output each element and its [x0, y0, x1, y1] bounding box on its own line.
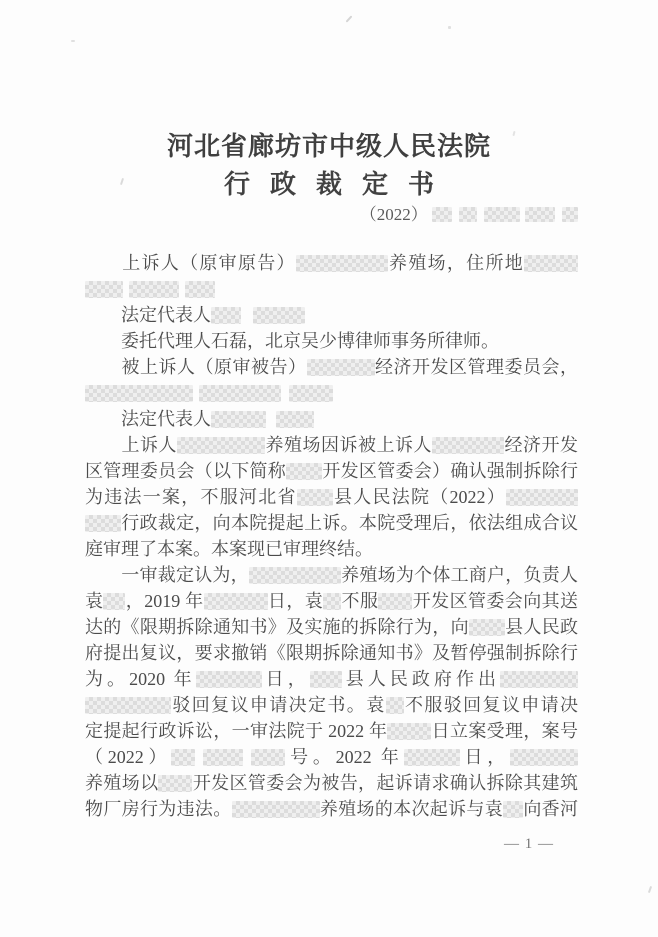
redaction-block: [249, 567, 341, 584]
text-fragment: 不服驳回复议申请决: [403, 695, 579, 715]
redaction-block: [503, 801, 523, 818]
scan-speck-artifact: [648, 886, 652, 893]
redaction-block: [484, 207, 520, 222]
redaction-block: [469, 619, 505, 636]
scan-speck-artifact: [448, 26, 451, 29]
redaction-block: [211, 307, 241, 324]
text-line: [85, 796, 578, 822]
text-fragment: 庭审理了本案。本案现已审理终结。: [85, 539, 373, 559]
gap-spacer: [281, 398, 289, 399]
redaction-block: [432, 437, 504, 454]
text-line: [85, 744, 578, 770]
text-fragment: 法定代表人: [121, 305, 211, 325]
text-line: [85, 406, 578, 432]
text-fragment: 养殖场的本次起诉与袁: [319, 799, 504, 819]
redaction-block: [129, 281, 179, 298]
redaction-block: [171, 749, 195, 766]
redaction-block: [196, 671, 262, 688]
text-line: [85, 302, 578, 328]
redaction-block: [177, 437, 265, 454]
text-fragment: 一审裁定认为，: [121, 565, 249, 585]
gap-spacer: [243, 762, 251, 763]
text-line: [85, 640, 578, 666]
text-fragment: 号。2022 年: [285, 747, 404, 767]
text-fragment: 经济开发区管理委员会，: [374, 357, 578, 377]
redaction-block: [158, 775, 192, 792]
text-fragment: 日，: [261, 669, 310, 689]
redaction-block: [232, 801, 320, 818]
gap-spacer: [452, 219, 459, 220]
text-fragment: 养殖场以: [85, 773, 159, 793]
text-line: [85, 380, 578, 406]
text-line: [85, 354, 578, 380]
text-fragment: 县人民政: [504, 617, 579, 637]
redaction-block: [323, 593, 341, 610]
redaction-block: [525, 207, 555, 222]
redaction-block: [506, 489, 578, 506]
gap-spacer: [266, 424, 276, 425]
redaction-block: [500, 671, 578, 688]
text-fragment: 上诉人: [121, 435, 177, 455]
text-fragment: 开发区管委会）确认强制拆除行: [322, 461, 579, 481]
text-fragment: 委托代理人石磊，北京吴少博律师事务所律师。: [121, 331, 499, 351]
redaction-block: [204, 593, 268, 610]
redaction-block: [103, 593, 125, 610]
redaction-block: [85, 385, 193, 402]
redaction-block: [510, 749, 578, 766]
redaction-block: [404, 749, 460, 766]
text-fragment: 袁: [85, 591, 104, 611]
gap-spacer: [241, 320, 253, 321]
text-fragment: 日，袁: [267, 591, 324, 611]
text-fragment: 经济开发: [504, 435, 578, 455]
text-fragment: 养殖场为个体工商户，负责人: [340, 565, 579, 585]
text-line: [85, 588, 578, 614]
text-line: [85, 692, 578, 718]
redaction-block: [85, 281, 123, 298]
document-body: [0, 250, 578, 822]
redaction-block: [378, 593, 412, 610]
redaction-block: [296, 255, 388, 272]
page-number: — 1 —: [504, 836, 554, 852]
text-fragment: 养殖场，住所地: [387, 253, 525, 273]
text-fragment: 为违法一案，不服河北省: [85, 487, 297, 507]
redaction-block: [251, 749, 285, 766]
text-fragment: 驳回复议申请决定书。袁: [171, 695, 386, 715]
court-name: 河北省廊坊市中级人民法院: [166, 132, 491, 161]
redaction-block: [432, 207, 452, 222]
text-fragment: ，2019 年: [125, 591, 204, 611]
text-line: [85, 614, 578, 640]
text-fragment: （2022）: [85, 747, 172, 767]
scan-speck-artifact: [71, 40, 75, 42]
text-line: [85, 536, 578, 562]
redaction-block: [307, 359, 375, 376]
text-fragment: 物厂房行为违法。: [85, 799, 232, 819]
redaction-block: [199, 385, 281, 402]
text-fragment: 府提出复议，要求撤销《限期拆除通知书》及暂停强制拆除行: [85, 643, 578, 663]
redaction-block: [253, 307, 305, 324]
text-fragment: 上诉人（原审原告）: [121, 253, 296, 273]
text-line: [85, 666, 578, 692]
text-fragment: 为。2020 年: [85, 669, 196, 689]
text-line: [85, 276, 578, 302]
text-line: [85, 562, 578, 588]
gap-spacer: [477, 219, 484, 220]
text-fragment: 县人民法院（2022）: [332, 487, 506, 507]
redaction-block: [562, 207, 578, 222]
redaction-block: [459, 207, 477, 222]
text-fragment: 向香河: [523, 799, 579, 819]
text-fragment: 被上诉人（原审被告）: [121, 357, 307, 377]
case-number-line: [0, 204, 658, 226]
redaction-block: [310, 671, 342, 688]
text-fragment: 日，: [459, 747, 511, 767]
text-fragment: 法定代表人: [121, 409, 211, 429]
text-fragment: 定提起行政诉讼，一审法院于 2022 年: [85, 721, 388, 741]
text-line: [85, 432, 578, 458]
gap-spacer: [555, 219, 562, 220]
gap-spacer: [195, 762, 203, 763]
text-fragment: 开发区管委会向其送: [412, 591, 579, 611]
redaction-block: [203, 749, 243, 766]
text-fragment: 区管理委员会（以下简称: [85, 461, 287, 481]
text-fragment: 达的《限期拆除通知书》及实施的拆除行为，向: [85, 617, 469, 637]
redaction-block: [276, 411, 314, 428]
text-line: [85, 718, 578, 744]
redaction-block: [85, 697, 171, 714]
redaction-block: [524, 255, 578, 272]
scan-speck-artifact: [346, 15, 353, 22]
text-line: [85, 458, 578, 484]
text-fragment: 开发区管委会为被告，起诉请求确认拆除其建筑: [192, 773, 579, 793]
redaction-block: [286, 463, 322, 480]
case-number-prefix: （2022）: [359, 205, 428, 224]
text-line: [85, 250, 578, 276]
text-fragment: 日立案受理，案号: [431, 721, 579, 741]
text-fragment: 行政裁定，向本院提起上诉。本院受理后，依法组成合议: [121, 513, 578, 533]
text-fragment: 县人民政府作出: [341, 669, 501, 689]
document-title: 行政裁定书: [223, 170, 454, 199]
text-line: [85, 484, 578, 510]
text-line: [85, 510, 578, 536]
text-line: [85, 328, 578, 354]
redaction-block: [211, 411, 266, 428]
redaction-block: [289, 385, 333, 402]
redaction-block: [387, 723, 431, 740]
redaction-block: [85, 515, 121, 532]
redaction-block: [297, 489, 333, 506]
text-fragment: 养殖场因诉被上诉人: [265, 435, 432, 455]
text-line: [85, 770, 578, 796]
redaction-block: [185, 281, 215, 298]
case-number-redaction: [432, 205, 578, 224]
text-fragment: 不服: [341, 591, 379, 611]
redaction-block: [386, 697, 404, 714]
